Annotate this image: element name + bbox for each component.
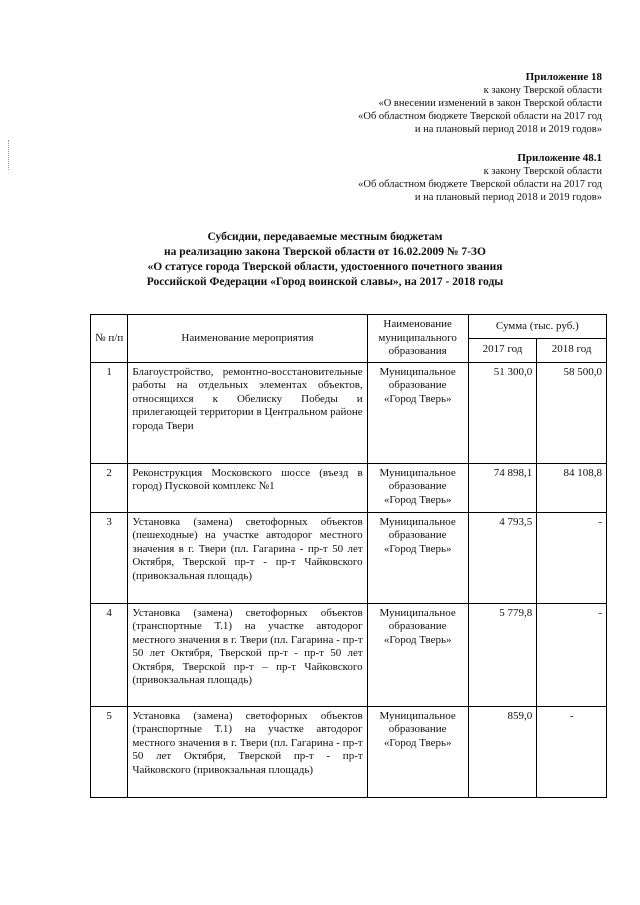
row-name: Установка (замена) светофорных объектов (транспортные Т.1) на участке автодорог местного значения в г. Твери (пл. Гагарина - пр-т 50 лет Октября, Тверской пр-т - пр-т Чайковского (привокзальная площадь) — [128, 706, 367, 797]
table-row — [91, 512, 607, 603]
row-municipality: Муниципальное образование «Город Тверь» — [367, 512, 468, 603]
header-year-2018: 2018 год — [537, 338, 607, 362]
row-sum-2017: 74 898,1 — [468, 463, 537, 512]
appendix-18-line: «О внесении изменений в закон Тверской области — [378, 98, 602, 109]
table-row — [91, 706, 607, 797]
row-name: Установка (замена) светофорных объектов (транспортные Т.1) на участке автодорог местного значения в г. Твери (пл. Гагарина - пр-т 50 лет Октября, Тверской пр-т - пр-т 50 лет Октября, Тверской пр-т – пр-т Чайковского (привокзальная площадь) — [128, 603, 367, 706]
row-sum-2017: 51 300,0 — [468, 362, 537, 463]
header-name: Наименование мероприятия — [128, 315, 367, 363]
appendix-48-1-header — [358, 152, 602, 204]
row-num: 3 — [91, 512, 128, 603]
appendix-48-1-line: «Об областном бюджете Тверской области на 2017 год — [358, 179, 602, 190]
row-sum-2018: - — [537, 706, 607, 797]
row-num: 4 — [91, 603, 128, 706]
row-municipality: Муниципальное образование «Город Тверь» — [367, 603, 468, 706]
row-municipality: Муниципальное образование «Город Тверь» — [367, 706, 468, 797]
document-title-line: «О статусе города Тверской области, удостоенного почетного звания — [147, 261, 503, 273]
row-sum-2018: 58 500,0 — [537, 362, 607, 463]
row-sum-2017: 859,0 — [468, 706, 537, 797]
appendix-48-1-title: Приложение 48.1 — [517, 152, 602, 164]
appendix-18-line: к закону Тверской области — [483, 85, 602, 96]
header-num: № п/п — [91, 315, 128, 363]
row-municipality: Муниципальное образование «Город Тверь» — [367, 362, 468, 463]
row-sum-2017: 4 793,5 — [468, 512, 537, 603]
table-row — [91, 463, 607, 512]
appendix-48-1-line: к закону Тверской области — [483, 166, 602, 177]
document-title-line: Российской Федерации «Город воинской славы», на 2017 - 2018 годы — [146, 276, 504, 288]
row-name: Установка (замена) светофорных объектов (пешеходные) на участке автодорог местного значения в г. Твери (пл. Гагарина - пр-т 50 лет Октября, Тверской пр-т - пр-т Чайковского (привокзальная площадь) — [128, 512, 367, 603]
table-row — [91, 603, 607, 706]
row-sum-2018: 84 108,8 — [537, 463, 607, 512]
row-sum-2018: - — [537, 512, 607, 603]
document-title-line: Субсидии, передаваемые местным бюджетам — [207, 231, 443, 243]
table-header-row — [91, 315, 607, 339]
header-municipality: Наименование муниципального образования — [367, 315, 468, 363]
header-year-2017: 2017 год — [468, 338, 537, 362]
margin-mark — [8, 140, 10, 170]
row-num: 2 — [91, 463, 128, 512]
document-title-line: на реализацию закона Тверской области от 16.02.2009 № 7-ЗО — [164, 246, 486, 258]
subsidies-table — [90, 314, 607, 798]
appendix-18-header — [358, 71, 602, 136]
header-sum: Сумма (тыс. руб.) — [468, 315, 606, 339]
appendix-18-line: и на плановый период 2018 и 2019 годов» — [414, 124, 602, 135]
appendix-18-title: Приложение 18 — [525, 71, 602, 83]
appendix-18-line: «Об областном бюджете Тверской области на 2017 год — [358, 111, 602, 122]
row-num: 5 — [91, 706, 128, 797]
row-name: Реконструкция Московского шоссе (въезд в город) Пусковой комплекс №1 — [128, 463, 367, 512]
row-sum-2018: - — [537, 603, 607, 706]
row-name: Благоустройство, ремонтно-восстановительные работы на отдельных элементах объектов, относящихся к Обелиску Победы и прилегающей территории в Центральном районе города Твери — [128, 362, 367, 463]
row-num: 1 — [91, 362, 128, 463]
row-sum-2017: 5 779,8 — [468, 603, 537, 706]
appendix-48-1-line: и на плановый период 2018 и 2019 годов» — [414, 192, 602, 203]
table-row — [91, 362, 607, 463]
row-municipality: Муниципальное образование «Город Тверь» — [367, 463, 468, 512]
document-title — [60, 230, 590, 290]
